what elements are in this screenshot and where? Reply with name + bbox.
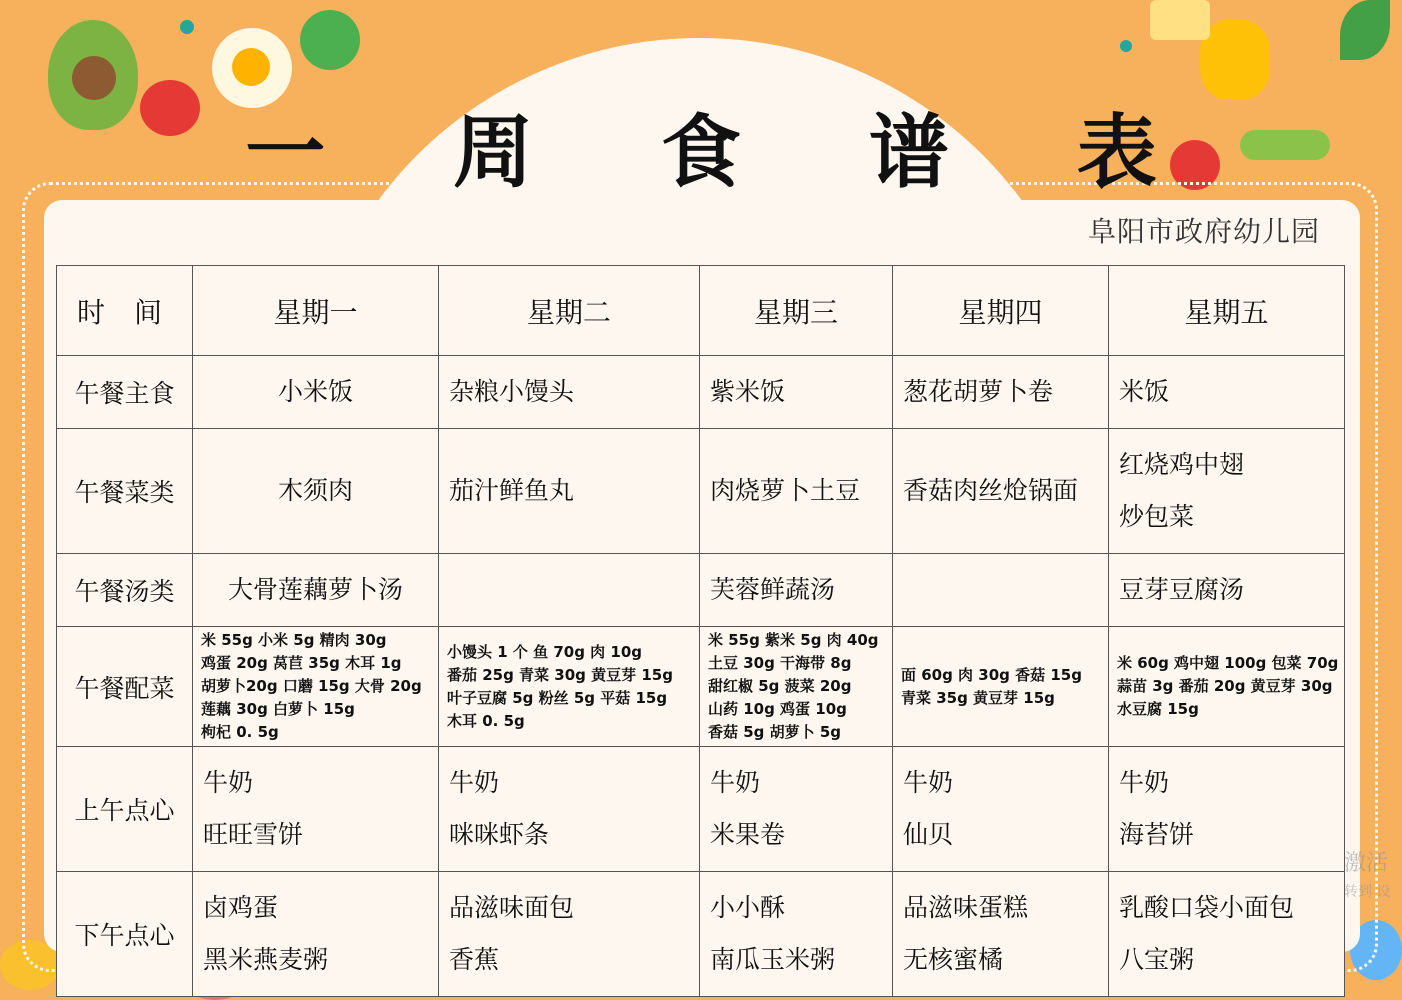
menu-item: 品滋味面包 [449, 893, 575, 922]
menu-item: 面 60g 肉 30g 香菇 15g [901, 665, 1082, 684]
menu-item: 牛奶 [203, 768, 254, 797]
cell-afternoon-snack-monday [193, 872, 439, 997]
menu-item: 杂粮小馒头 [449, 377, 575, 406]
cell-lunch-dish-friday [1109, 429, 1345, 554]
menu-item: 枸杞 0. 5g [201, 723, 279, 741]
cell-lunch-ingredients-wednesday [700, 627, 893, 747]
menu-item: 茄汁鲜鱼丸 [449, 476, 575, 505]
cell-lunch-ingredients-monday [193, 627, 439, 747]
cell-lunch-soup-thursday [893, 554, 1109, 627]
menu-item: 无核蜜橘 [903, 945, 1004, 974]
row-label-lunch-soup: 午餐汤类 [57, 554, 193, 627]
menu-item: 小米饭 [277, 377, 353, 406]
menu-item: 番茄 25g 青菜 30g 黄豆芽 15g [447, 665, 673, 684]
table-row-lunch-staple [57, 356, 1345, 429]
menu-item: 米 60g 鸡中翅 100g 包菜 70g [1117, 654, 1339, 672]
menu-item: 青菜 35g 黄豆芽 15g [901, 688, 1055, 707]
menu-item: 米饭 [1119, 377, 1170, 406]
cell-lunch-staple-tuesday [439, 356, 700, 429]
menu-item: 小小酥 [710, 893, 786, 922]
cell-lunch-dish-wednesday [700, 429, 893, 554]
menu-item: 莲藕 30g 白萝卜 15g [201, 700, 355, 718]
menu-item: 小馒头 1 个 鱼 70g 肉 10g [447, 642, 642, 661]
menu-item: 品滋味蛋糕 [903, 893, 1029, 922]
school-name: 阜阳市政府幼儿园 [1087, 215, 1320, 248]
menu-item: 牛奶 [903, 768, 954, 797]
menu-item: 木须肉 [277, 476, 353, 505]
menu-item: 乳酸口袋小面包 [1119, 893, 1295, 922]
menu-item: 土豆 30g 干海带 8g [708, 654, 852, 672]
menu-item: 牛奶 [710, 768, 761, 797]
table-row-morning-snack [57, 747, 1345, 872]
table-row-lunch-ingredients [57, 627, 1345, 747]
cell-lunch-dish-tuesday [439, 429, 700, 554]
row-label-afternoon-snack: 下午点心 [57, 872, 193, 997]
broccoli-decoration [300, 10, 360, 70]
menu-item: 豆芽豆腐汤 [1119, 575, 1245, 604]
menu-item: 南瓜玉米粥 [710, 945, 836, 974]
cell-afternoon-snack-tuesday [439, 872, 700, 997]
menu-item: 八宝粥 [1119, 945, 1195, 974]
header-row [57, 266, 1345, 356]
menu-item: 芙蓉鲜蔬汤 [710, 575, 836, 604]
menu-item: 肉烧萝卜土豆 [710, 476, 861, 505]
row-label-morning-snack: 上午点心 [57, 747, 193, 872]
menu-item: 木耳 0. 5g [447, 711, 525, 730]
menu-item: 米 55g 紫米 5g 肉 40g [708, 631, 879, 649]
menu-item: 香菇肉丝炝锅面 [903, 476, 1079, 505]
table-row-lunch-soup [57, 554, 1345, 627]
dot-decoration-2 [1120, 40, 1132, 52]
menu-item: 香菇 5g 胡萝卜 5g [708, 723, 842, 741]
menu-item: 鸡蛋 20g 莴苣 35g 木耳 1g [201, 654, 402, 672]
cell-lunch-staple-thursday [893, 356, 1109, 429]
header-thursday: 星期四 [893, 266, 1109, 356]
menu-item: 叶子豆腐 5g 粉丝 5g 平菇 15g [447, 688, 668, 707]
menu-item: 米 55g 小米 5g 精肉 30g [201, 631, 387, 649]
cell-lunch-ingredients-thursday [893, 627, 1109, 747]
watermark-line1: 激活 [1344, 851, 1389, 876]
cell-morning-snack-thursday [893, 747, 1109, 872]
cell-lunch-dish-thursday [893, 429, 1109, 554]
cell-morning-snack-monday [193, 747, 439, 872]
table-row-lunch-dish [57, 429, 1345, 554]
menu-item: 蒜苗 3g 番茄 20g 黄豆芽 30g [1117, 677, 1333, 695]
cell-lunch-soup-wednesday [700, 554, 893, 627]
menu-item: 仙贝 [903, 820, 954, 849]
row-label-lunch-staple: 午餐主食 [57, 356, 193, 429]
cell-lunch-staple-friday [1109, 356, 1345, 429]
header-friday: 星期五 [1109, 266, 1345, 356]
menu-item: 紫米饭 [710, 377, 786, 406]
menu-item: 牛奶 [449, 768, 500, 797]
menu-item: 香蕉 [449, 945, 500, 974]
cell-lunch-ingredients-friday [1109, 627, 1345, 747]
cell-afternoon-snack-wednesday [700, 872, 893, 997]
menu-item: 米果卷 [710, 820, 786, 849]
menu-item: 咪咪虾条 [449, 820, 550, 849]
row-label-lunch-dish: 午餐菜类 [57, 429, 193, 554]
menu-item: 山药 10g 鸡蛋 10g [708, 700, 847, 718]
menu-item: 胡萝卜20g 口蘑 15g 大骨 20g [201, 677, 422, 695]
cell-lunch-soup-monday [193, 554, 439, 627]
menu-item: 炒包菜 [1119, 502, 1195, 531]
cell-afternoon-snack-friday [1109, 872, 1345, 997]
header-tuesday: 星期二 [439, 266, 700, 356]
leaf-decoration [1340, 0, 1390, 60]
menu-item: 卤鸡蛋 [203, 893, 279, 922]
table-row-afternoon-snack [57, 872, 1345, 997]
menu-item: 黑米燕麦粥 [203, 945, 329, 974]
menu-item: 旺旺雪饼 [203, 820, 304, 849]
menu-item: 海苔饼 [1119, 820, 1195, 849]
menu-item: 红烧鸡中翅 [1119, 450, 1245, 479]
cell-lunch-dish-monday [193, 429, 439, 554]
menu-item: 牛奶 [1119, 768, 1170, 797]
cell-morning-snack-friday [1109, 747, 1345, 872]
cell-morning-snack-wednesday [700, 747, 893, 872]
watermark-line2: 转到 设 [1344, 884, 1391, 900]
weekly-menu-table [56, 265, 1345, 997]
header-wednesday: 星期三 [700, 266, 893, 356]
menu-item: 葱花胡萝卜卷 [903, 377, 1054, 406]
row-label-lunch-ingredients: 午餐配菜 [57, 627, 193, 747]
activation-watermark [1344, 850, 1390, 906]
egg-yolk-decoration [232, 48, 270, 86]
menu-body [57, 356, 1345, 997]
dot-decoration-1 [180, 20, 194, 34]
cell-lunch-staple-wednesday [700, 356, 893, 429]
header-time: 时 间 [57, 266, 193, 356]
menu-item: 水豆腐 15g [1117, 700, 1199, 718]
cell-lunch-ingredients-tuesday [439, 627, 700, 747]
header-monday: 星期一 [193, 266, 439, 356]
cell-lunch-staple-monday [193, 356, 439, 429]
cell-morning-snack-tuesday [439, 747, 700, 872]
cell-lunch-soup-tuesday [439, 554, 700, 627]
menu-item: 甜红椒 5g 菠菜 20g [708, 677, 852, 695]
cheese-decoration [1150, 0, 1210, 40]
cell-afternoon-snack-thursday [893, 872, 1109, 997]
cell-lunch-soup-friday [1109, 554, 1345, 627]
menu-item: 大骨莲藕萝卜汤 [227, 575, 403, 604]
page-title: 一 周 食 谱 表 [245, 106, 1207, 199]
